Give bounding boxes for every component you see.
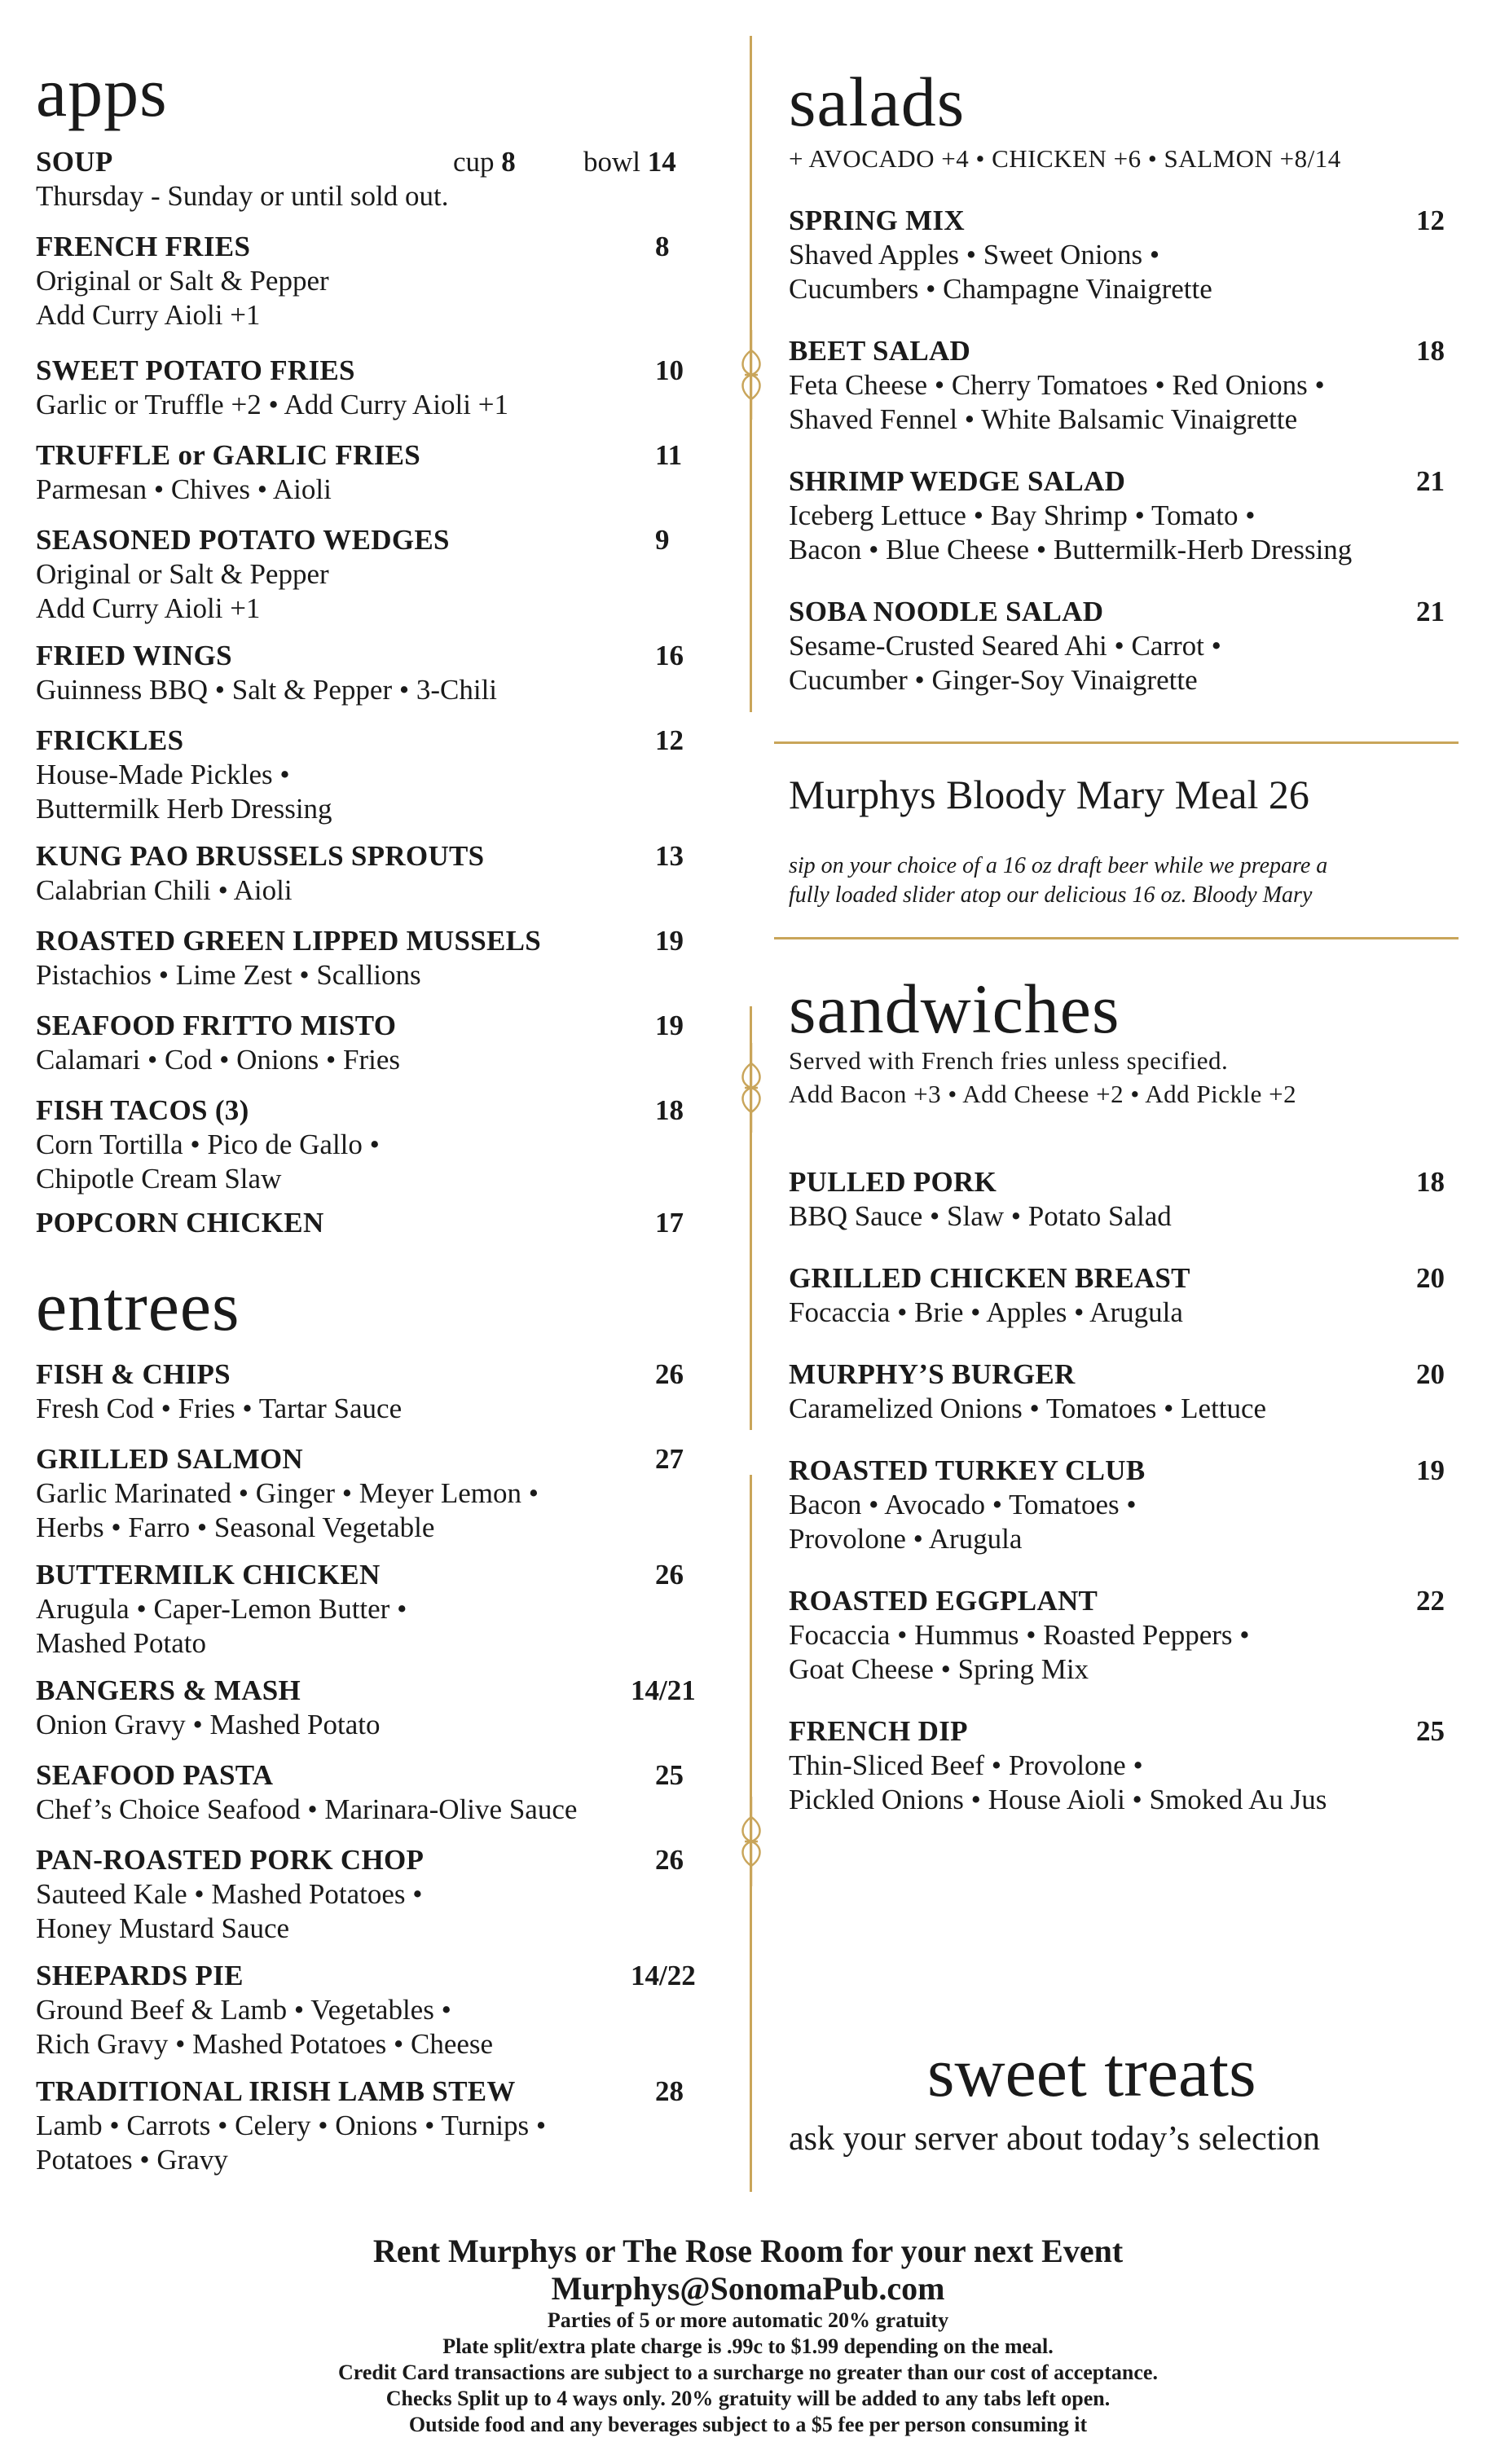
menu-item xyxy=(36,1009,712,1077)
menu-item xyxy=(789,334,1465,437)
menu-item xyxy=(36,1093,712,1196)
item-desc: Original or Salt & Pepper xyxy=(36,265,329,297)
menu-item xyxy=(789,595,1465,697)
item-desc: Caramelized Onions • Tomatoes • Lettuce xyxy=(789,1393,1267,1424)
ornament-icon xyxy=(737,1043,766,1133)
item-price: 26 xyxy=(655,1358,684,1390)
item-desc: Sauteed Kale • Mashed Potatoes • xyxy=(36,1878,423,1910)
item-name: SEASONED POTATO WEDGES xyxy=(36,524,450,556)
item-desc: Bacon • Avocado • Tomatoes • xyxy=(789,1489,1137,1520)
item-name: PULLED PORK xyxy=(789,1166,997,1198)
item-desc: Bacon • Blue Cheese • Buttermilk-Herb Dressing xyxy=(789,534,1353,565)
item-name: MURPHY’S BURGER xyxy=(789,1358,1076,1390)
item-price: 21 xyxy=(1416,465,1445,497)
menu-item xyxy=(36,1442,712,1545)
item-price: 26 xyxy=(655,1559,684,1591)
footer-note: Outside food and any beverages subject to a $5 fee per person consuming it xyxy=(408,2413,1088,2436)
item-price: 12 xyxy=(1416,205,1445,236)
menu-item xyxy=(789,1261,1465,1330)
footer-note: Checks Split up to 4 ways only. 20% gratuity will be added to any tabs left open. xyxy=(385,2387,1111,2410)
item-name: FRICKLES xyxy=(36,724,184,756)
item-price: 27 xyxy=(655,1443,684,1475)
item-desc: Feta Cheese • Cherry Tomatoes • Red Onions • xyxy=(789,369,1325,401)
item-price: 26 xyxy=(655,1844,684,1876)
item-name: PAN-ROASTED PORK CHOP xyxy=(36,1844,425,1876)
menu-item xyxy=(36,724,712,826)
item-desc: Garlic or Truffle +2 • Add Curry Aioli +1 xyxy=(36,389,508,420)
item-desc: Arugula • Caper-Lemon Butter • xyxy=(36,1593,407,1625)
item-price: 16 xyxy=(655,640,684,671)
footer-note: Parties of 5 or more automatic 20% gratuity xyxy=(547,2308,949,2332)
soup-bowl: bowl 14 xyxy=(583,146,676,178)
menu-item xyxy=(789,464,1465,567)
menu-item xyxy=(36,1758,712,1827)
item-name: FISH & CHIPS xyxy=(36,1358,231,1390)
menu-item xyxy=(36,924,712,992)
item-name: SHRIMP WEDGE SALAD xyxy=(789,465,1126,497)
item-desc: Add Curry Aioli +1 xyxy=(36,592,261,624)
item-desc: Iceberg Lettuce • Bay Shrimp • Tomato • xyxy=(789,499,1256,531)
bloody-mary-title: Murphys Bloody Mary Meal 26 xyxy=(789,772,1309,817)
item-price: 8 xyxy=(655,231,670,262)
item-price: 18 xyxy=(655,1094,684,1126)
bloody-mary-text: sip on your choice of a 16 oz draft beer while we prepare a fully loaded slider atop our delicious 16 oz. Bloody Mary xyxy=(789,853,1328,908)
item-price: 22 xyxy=(1416,1585,1445,1617)
sweet-treats-title: sweet treats xyxy=(927,2033,1256,2111)
item-desc: Corn Tortilla • Pico de Gallo • xyxy=(36,1129,380,1160)
item-desc: Potatoes • Gravy xyxy=(36,2144,228,2176)
item-desc: Pickled Onions • House Aioli • Smoked Au Jus xyxy=(789,1784,1327,1815)
item-desc: Guinness BBQ • Salt & Pepper • 3-Chili xyxy=(36,674,498,706)
item-desc: Focaccia • Brie • Apples • Arugula xyxy=(789,1296,1183,1328)
item-desc: Cucumber • Ginger-Soy Vinaigrette xyxy=(789,664,1198,696)
item-price: 19 xyxy=(655,925,684,957)
item-desc: Chipotle Cream Slaw xyxy=(36,1163,282,1195)
item-price: 10 xyxy=(655,354,684,386)
menu-item xyxy=(789,1454,1465,1556)
footer-note: Credit Card transactions are subject to a surcharge no greater than our cost of acceptance. xyxy=(338,2361,1158,2384)
item-price: 21 xyxy=(1416,596,1445,627)
salads-addons: + AVOCADO +4 • CHICKEN +6 • SALMON +8/14 xyxy=(789,144,1341,173)
item-desc: BBQ Sauce • Slaw • Potato Salad xyxy=(789,1200,1172,1232)
item-desc: Add Curry Aioli +1 xyxy=(36,299,261,331)
item-desc: Original or Salt & Pepper xyxy=(36,558,329,590)
item-name: SPRING MIX xyxy=(789,205,965,236)
menu-item xyxy=(789,1165,1465,1234)
item-desc: Sesame-Crusted Seared Ahi • Carrot • xyxy=(789,630,1221,662)
sandwiches-title: sandwiches xyxy=(789,970,1120,1048)
item-name: SWEET POTATO FRIES xyxy=(36,354,355,386)
sandwiches-note: Served with French fries unless specified. xyxy=(789,1046,1229,1075)
item-price: 20 xyxy=(1416,1262,1445,1294)
menu-item xyxy=(36,839,712,908)
menu-item xyxy=(36,523,712,626)
item-name: SOBA NOODLE SALAD xyxy=(789,596,1104,627)
item-desc: Goat Cheese • Spring Mix xyxy=(789,1653,1089,1685)
item-price: 20 xyxy=(1416,1358,1445,1390)
item-name: FRENCH DIP xyxy=(789,1715,968,1747)
item-desc: Cucumbers • Champagne Vinaigrette xyxy=(789,273,1212,305)
footer-event-line: Rent Murphys or The Rose Room for your next Event xyxy=(372,2233,1124,2269)
item-price: 19 xyxy=(1416,1454,1445,1486)
menu-item xyxy=(36,1959,712,2061)
item-name: SEAFOOD PASTA xyxy=(36,1759,274,1791)
item-desc: Onion Gravy • Mashed Potato xyxy=(36,1709,381,1740)
item-desc: Provolone • Arugula xyxy=(789,1523,1023,1555)
menu-item xyxy=(36,230,712,332)
item-desc: Buttermilk Herb Dressing xyxy=(36,793,332,825)
item-name: BUTTERMILK CHICKEN xyxy=(36,1559,381,1591)
item-name: TRUFFLE or GARLIC FRIES xyxy=(36,439,420,471)
item-desc: Rich Gravy • Mashed Potatoes • Cheese xyxy=(36,2028,494,2060)
item-desc: House-Made Pickles • xyxy=(36,759,290,790)
entrees-title: entrees xyxy=(36,1267,240,1345)
menu-item xyxy=(36,2075,712,2177)
item-desc: Garlic Marinated • Ginger • Meyer Lemon • xyxy=(36,1477,539,1509)
item-name: ROASTED GREEN LIPPED MUSSELS xyxy=(36,925,542,957)
item-price: 18 xyxy=(1416,335,1445,367)
item-desc: Shaved Fennel • White Balsamic Vinaigrette xyxy=(789,403,1298,435)
item-price: 11 xyxy=(655,439,683,471)
item-desc: Herbs • Farro • Seasonal Vegetable xyxy=(36,1511,435,1543)
menu-item xyxy=(36,438,712,507)
menu-item xyxy=(36,1674,712,1742)
item-desc: Shaved Apples • Sweet Onions • xyxy=(789,239,1160,271)
item-desc: Thin-Sliced Beef • Provolone • xyxy=(789,1749,1143,1781)
item-desc: Focaccia • Hummus • Roasted Peppers • xyxy=(789,1619,1250,1651)
menu-item xyxy=(36,1357,712,1426)
item-price: 19 xyxy=(655,1010,684,1041)
item-name: ROASTED EGGPLANT xyxy=(789,1585,1098,1617)
item-desc: Calamari • Cod • Onions • Fries xyxy=(36,1044,401,1076)
item-price: 17 xyxy=(655,1207,684,1239)
item-name: TRADITIONAL IRISH LAMB STEW xyxy=(36,2075,516,2107)
menu-item xyxy=(36,354,712,422)
item-name: FRIED WINGS xyxy=(36,640,232,671)
item-name: SOUP xyxy=(36,146,113,178)
bloody-mary-top-rule xyxy=(774,741,1459,744)
item-name: BEET SALAD xyxy=(789,335,971,367)
item-name: ROASTED TURKEY CLUB xyxy=(789,1454,1146,1486)
menu-item xyxy=(789,1357,1465,1426)
item-price: 12 xyxy=(655,724,684,756)
item-price: 25 xyxy=(1416,1715,1445,1747)
menu-item xyxy=(36,639,712,707)
item-desc: Fresh Cod • Fries • Tartar Sauce xyxy=(36,1393,403,1424)
item-price: 18 xyxy=(1416,1166,1445,1198)
soup-item xyxy=(36,145,712,213)
menu-item xyxy=(789,1584,1465,1687)
sandwiches-addons: Add Bacon +3 • Add Cheese +2 • Add Pickle +2 xyxy=(789,1080,1297,1108)
footer xyxy=(0,2233,1496,2438)
item-price: 9 xyxy=(655,524,670,556)
menu-item xyxy=(789,1714,1465,1817)
item-name: GRILLED SALMON xyxy=(36,1443,304,1475)
item-desc: Ground Beef & Lamb • Vegetables • xyxy=(36,1994,451,2026)
item-desc: Thursday - Sunday or until sold out. xyxy=(36,180,449,212)
soup-cup: cup 8 xyxy=(453,146,516,178)
footer-note: Plate split/extra plate charge is .99c to $1.99 depending on the meal. xyxy=(442,2334,1054,2358)
item-name: FISH TACOS (3) xyxy=(36,1094,249,1126)
item-price: 13 xyxy=(655,840,684,872)
item-desc: Calabrian Chili • Aioli xyxy=(36,874,293,906)
apps-title: apps xyxy=(36,53,168,131)
menu-item xyxy=(36,1843,712,1946)
menu-item xyxy=(789,204,1465,306)
item-desc: Chef’s Choice Seafood • Marinara-Olive Sauce xyxy=(36,1793,578,1825)
menu-item xyxy=(36,1558,712,1661)
item-name: BANGERS & MASH xyxy=(36,1674,301,1706)
item-price: 14/21 xyxy=(631,1674,696,1706)
item-desc: Mashed Potato xyxy=(36,1627,207,1659)
item-name: SHEPARDS PIE xyxy=(36,1960,244,1991)
sweet-treats-subtitle: ask your server about today’s selection xyxy=(789,2120,1320,2158)
ornament-icon xyxy=(737,330,766,420)
item-desc: Pistachios • Lime Zest • Scallions xyxy=(36,959,421,991)
item-name: SEAFOOD FRITTO MISTO xyxy=(36,1010,397,1041)
item-desc: Honey Mustard Sauce xyxy=(36,1912,290,1944)
item-name: POPCORN CHICKEN xyxy=(36,1207,324,1239)
item-name: KUNG PAO BRUSSELS SPROUTS xyxy=(36,840,485,872)
item-name: GRILLED CHICKEN BREAST xyxy=(789,1262,1190,1294)
item-price: 14/22 xyxy=(631,1960,696,1991)
menu-item xyxy=(36,1206,712,1240)
item-price: 28 xyxy=(655,2075,684,2107)
item-desc: Parmesan • Chives • Aioli xyxy=(36,473,332,505)
bloody-mary-bottom-rule xyxy=(774,937,1459,939)
item-price: 25 xyxy=(655,1759,684,1791)
footer-email[interactable]: Murphys@SonomaPub.com xyxy=(551,2270,945,2307)
item-name: FRENCH FRIES xyxy=(36,231,251,262)
ornament-icon xyxy=(737,1797,766,1886)
salads-title: salads xyxy=(789,63,966,141)
item-desc: Lamb • Carrots • Celery • Onions • Turnips • xyxy=(36,2110,547,2141)
